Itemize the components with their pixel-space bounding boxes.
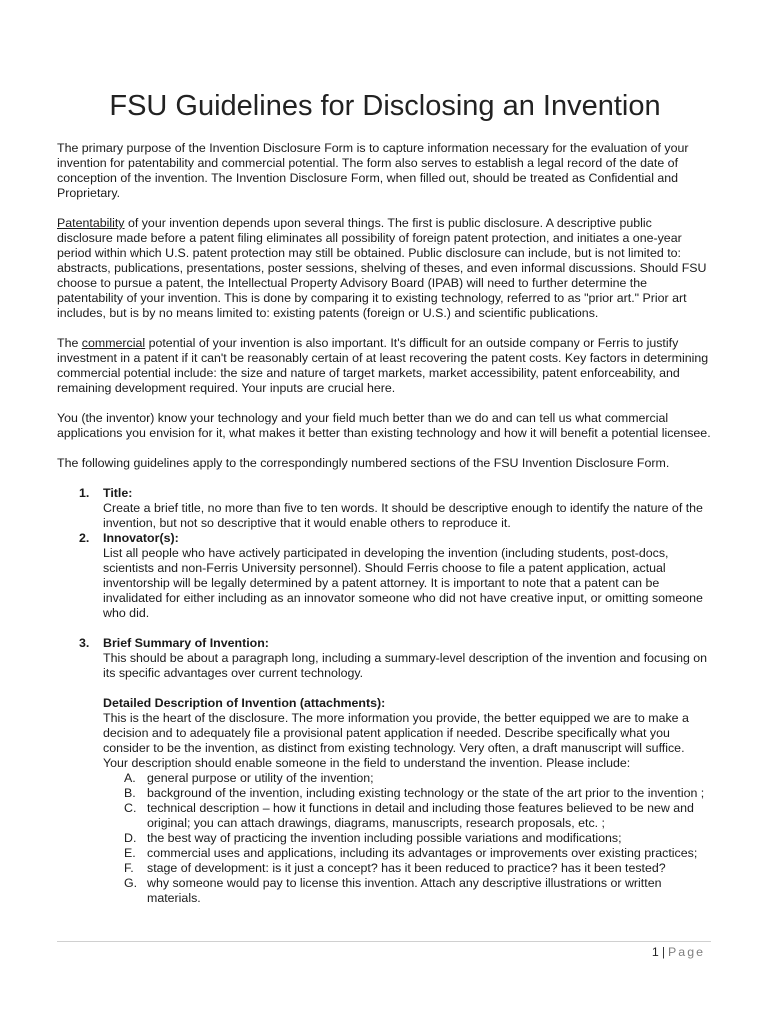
patentability-paragraph	[57, 216, 711, 321]
section-text: Create a brief title, no more than five to ten words. It should be descriptive enough to identify the nature of the invention, but not so descriptive that it would enable others to reproduce it.	[103, 501, 703, 530]
commercial-term: commercial	[81, 336, 146, 350]
section-item	[57, 531, 711, 636]
section-title: Title:	[103, 486, 133, 500]
list-letter: A.	[124, 771, 136, 785]
commercial-paragraph	[57, 336, 711, 396]
list-item	[103, 831, 711, 846]
include-list	[103, 771, 711, 906]
list-letter: G.	[124, 876, 138, 890]
list-item	[103, 846, 711, 861]
commercial-prefix: The	[57, 336, 82, 350]
section-title: Innovator(s):	[103, 531, 179, 545]
section-number: 3.	[79, 636, 90, 650]
list-text: technical description – how it functions in detail and including those features believed to be new and original; you can attach drawings, diagrams, manuscripts, research proposals, etc. ;	[147, 801, 694, 830]
document-body	[57, 141, 711, 906]
patentability-term: Patentability	[57, 216, 125, 230]
footer-divider	[57, 941, 711, 942]
list-letter: F.	[124, 861, 134, 875]
list-item	[103, 861, 711, 876]
list-letter: D.	[124, 831, 137, 845]
section-text: List all people who have actively participated in developing the invention (including students, post-docs, scientists and non-Ferris University personnel). Should Ferris choose to file a patent application, actual inventorship will be legally determined by a patent attorney. It is important to note that a patent can be invalidated for either including as an innovator someone who did not have creative input, or omitting someone who did.	[103, 546, 703, 620]
list-text: the best way of practicing the invention including possible variations and modifications;	[147, 831, 622, 845]
section-title: Brief Summary of Invention:	[103, 636, 269, 650]
list-text: stage of development: is it just a concept? has it been reduced to practice? has it been tested?	[147, 861, 666, 875]
list-letter: C.	[124, 801, 137, 815]
subsection-text: This is the heart of the disclosure. The more information you provide, the better equipped we are to make a decision and to adequately file a provisional patent application if needed. Describe specifically what you consider to be the invention, as distinct from existing technology. Very often, a draft manuscript will suffice. Your description should enable someone in the field to understand the invention. Please include:	[103, 711, 689, 770]
intro-paragraph: The primary purpose of the Invention Disclosure Form is to capture information necessary for the evaluation of your invention for patentability and commercial potential. The form also serves to establish a legal record of the date of conception of the invention. The Invention Disclosure Form, when filled out, should be treated as Confidential and Proprietary.	[57, 141, 689, 200]
list-text: general purpose or utility of the invention;	[147, 771, 374, 785]
page-label: Page	[668, 945, 705, 959]
list-item	[103, 801, 711, 831]
section-number: 2.	[79, 531, 90, 545]
section-item	[57, 486, 711, 531]
list-item	[103, 771, 711, 786]
inventor-paragraph: You (the inventor) know your technology and your field much better than we do and can tell us what commercial applications you envision for it, what makes it better than existing technology and how it will benefit a potential licensee.	[57, 411, 711, 440]
footer-separator: |	[661, 945, 666, 959]
list-letter: E.	[124, 846, 136, 860]
document-title: FSU Guidelines for Disclosing an Invention	[109, 90, 661, 122]
guideline-sections	[57, 486, 711, 906]
page-number: 1	[651, 945, 659, 959]
guidelines-intro: The following guidelines apply to the correspondingly numbered sections of the FSU Invention Disclosure Form.	[57, 456, 670, 470]
list-letter: B.	[124, 786, 136, 800]
list-text: background of the invention, including existing technology or the state of the art prior to the invention ;	[147, 786, 705, 800]
page-footer	[652, 945, 705, 959]
patentability-text: of your invention depends upon several things. The first is public disclosure. A descriptive public disclosure made before a patent filing eliminates all possibility of foreign patent protection, and initiates a one-year period within which U.S. patent protection may still be obtained. Public disclosure can include, but is not limited to: abstracts, publications, presentations, poster sessions, shelving of theses, and even informal discussions. Should FSU choose to pursue a patent, the Intellectual Property Advisory Board (IPAB) will need to further determine the patentability of your invention. This is done by comparing it to existing technology, referred to as "prior art." Prior art includes, but is by no means limited to: existing patents (foreign or U.S.) and scientific publications.	[57, 216, 707, 320]
section-item	[57, 636, 711, 906]
list-item	[103, 786, 711, 801]
subsection-title: Detailed Description of Invention (attachments):	[103, 696, 386, 710]
list-text: commercial uses and applications, including its advantages or improvements over existing practices;	[147, 846, 698, 860]
commercial-text: potential of your invention is also important. It's difficult for an outside company or Ferris to justify investment in a patent if it can't be reasonably certain of at least recovering the patent costs. Key factors in determining commercial potential include: the size and nature of target markets, market accessibility, patent enforceability, and remaining development required. Your inputs are crucial here.	[57, 336, 709, 395]
list-text: why someone would pay to license this invention. Attach any descriptive illustrations or written materials.	[147, 876, 662, 905]
section-text: This should be about a paragraph long, including a summary-level description of the invention and focusing on its specific advantages over current technology.	[103, 651, 708, 680]
list-item	[103, 876, 711, 906]
section-number: 1.	[79, 486, 90, 500]
